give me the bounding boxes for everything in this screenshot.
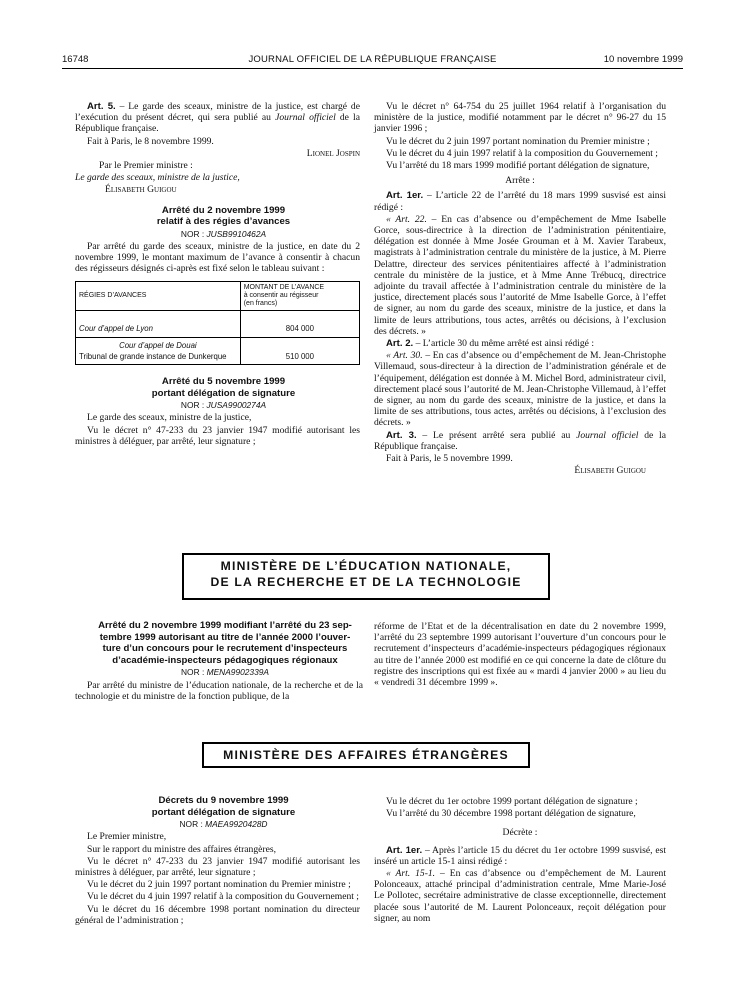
decret-paragraph: Vu le décret du 16 décembre 1998 portant nomination du directeur général de l’administration ; — [75, 903, 360, 926]
decrete-keyword: Décrète : — [502, 827, 538, 839]
decret-paragraph: Vu le décret du 2 juin 1997 portant nomination du Premier ministre ; — [87, 879, 351, 891]
section2-left-column — [75, 621, 363, 703]
table-row — [76, 310, 360, 337]
arrete-body: Par arrêté du garde des sceaux, ministre de la justice, en date du 2 novembre 1999, le montant maximum de l’avance à consentir à chacun des régisseurs désignés ci-après est fixé selon le tableau suivant : — [75, 241, 360, 275]
header-rule — [62, 68, 683, 69]
table-row — [76, 337, 360, 364]
journal-title: JOURNAL OFFICIEL DE LA RÉPUBLIQUE FRANÇAISE — [248, 54, 497, 65]
section3-right-column — [374, 796, 666, 925]
table-header-row — [76, 281, 360, 310]
arrete-paragraph: Le garde des sceaux, ministre de la justice, — [87, 412, 252, 424]
signature: Élisabeth Guigou — [105, 184, 177, 196]
decret-paragraph: Le Premier ministre, — [87, 831, 167, 843]
table-cell: 804 000 — [240, 310, 359, 337]
table-cell: Cour d’appel de Douai Tribunal de grande instance de Dunkerque — [76, 337, 241, 364]
nor-reference: NOR : JUSA9900274A — [180, 400, 267, 411]
decret-subtitle: portant délégation de signature — [151, 806, 296, 818]
decret-paragraph: Vu le décret n° 47-233 du 23 janvier 1947 modifié autorisant les ministres à déléguer, par arrêté, leur signature ; — [75, 855, 360, 878]
nor-reference: NOR : MAEA9920428D — [179, 819, 268, 830]
fait-a-paris: Fait à Paris, le 8 novembre 1999. — [87, 135, 214, 147]
column-header: MONTANT DE L’AVANCE à consentir au régisseur (en francs) — [240, 281, 359, 310]
visa-paragraph: Vu l’arrêté du 18 mars 1999 modifié portant délégation de signature, — [386, 160, 650, 172]
article-5: Art. 5. – Le garde des sceaux, ministre de la justice, est chargé de l’exécution du présent décret, qui sera publié au Journal officiel de la République française. — [75, 101, 360, 135]
issue-date: 10 novembre 1999 — [603, 54, 683, 65]
nor-reference: NOR : MENA9902339A — [181, 667, 269, 678]
arrete-title: d’académie-inspecteurs pédagogiques régionaux — [112, 654, 338, 666]
visa-paragraph: Vu le décret du 1er octobre 1999 portant délégation de signature ; — [386, 796, 638, 807]
arrete-subtitle: relatif à des régies d’avances — [156, 216, 291, 228]
nor-reference: NOR : JUSB9910462A — [180, 228, 267, 239]
arrete-title: ture d’un concours pour le recrutement d’inspecteurs — [102, 643, 348, 655]
signature: Lionel Jospin — [306, 147, 360, 159]
visa-paragraph: Vu le décret n° 64-754 du 25 juillet 1964 relatif à l’organisation du ministère de la justice, modifié notamment par le décret n° 96-27 du 15 janvier 1996 ; — [374, 101, 666, 135]
decret-paragraph: Vu le décret du 4 juin 1997 relatif à la composition du Gouvernement ; — [87, 891, 359, 903]
table-cell: 510 000 — [240, 337, 359, 364]
article-1: Art. 1er. – L’article 22 de l’arrêté du 18 mars 1999 susvisé est ainsi rédigé : — [374, 190, 666, 213]
section2-right-column — [374, 621, 666, 689]
article-30-text: « Art. 30. – En cas d’absence ou d’empêchement de M. Jean-Christophe Villemaud, sous-directeur à la direction de l’administration générale et de l’équipement, délégation est donnée à M. Michel Bord, administrateur civil, directement placé sous l’autorité de M. Jean-Christophe Villemaud, à l’effet de signer, au nom du garde des sceaux, ministre de la justice, et dans la limite de ses attributions, tous actes, arrêtés ou décisions, à l’exclusion des décrets. » — [374, 350, 666, 429]
fait-a-paris: Fait à Paris, le 5 novembre 1999. — [386, 453, 513, 465]
arrete-keyword: Arrête : — [505, 175, 535, 187]
arrete-title: Arrêté du 2 novembre 1999 modifiant l’arrêté du 23 sep- — [98, 620, 352, 631]
article-22-text: « Art. 22. – En cas d’absence ou d’empêchement de Mme Isabelle Gorce, sous-directrice à la direction de l’administration pénitentiaire, délégation est donnée à Mme Josée Grouman et à M. Xavier Tarabeux, magistrats à l’administration centrale du ministère de la justice, à M. Pierre Delattre, directeur des services pénitentiaires affecté à l’administration centrale du ministère de la justice, et à Mme Anne Trébucq, directrice adjointe du travail affectée à l’administration centrale du ministère de la justice, directement placés sous l’autorité de Mme Isabelle Gorce, à l’effet de signer, au nom du garde des sceaux, ministre de la justice, et dans la limite de leurs attributions, tous actes, arrêtés ou décisions, à l’exclusion des décrets. » — [374, 213, 666, 337]
arrete-body: Par arrêté du ministre de l’éducation nationale, de la recherche et de la technologie et du ministre de la fonction publique, de la — [75, 679, 363, 702]
article-15-1-text: « Art. 15-1. – En cas d’absence ou d’empêchement de M. Laurent Polonceaux, attaché principal d’administration centrale, Mme Marie-José Le Pollotec, secrétaire administrative de classe exceptionnelle, directement placée sous l’autorité de M. Laurent Polonceaux, reçoit délégation pour signer, au nom — [374, 868, 666, 924]
arrete-title: tembre 1999 autorisant au titre de l’année 2000 l’ouver- — [99, 631, 351, 643]
article-label: Art. 5. — [87, 101, 116, 112]
article-2: Art. 2. – L’article 30 du même arrêté est ainsi rédigé : — [386, 338, 594, 350]
section1-right-column — [374, 101, 666, 478]
decret-paragraph: Sur le rapport du ministre des affaires étrangères, — [87, 843, 276, 855]
arrete-paragraph: Vu le décret n° 47-233 du 23 janvier 1947 modifié autorisant les ministres à déléguer, par arrêté, leur signature ; — [75, 424, 360, 447]
ministry-banner: MINISTÈRE DES AFFAIRES ÉTRANGÈRES — [202, 742, 530, 768]
arrete-subtitle: portant délégation de signature — [151, 387, 296, 399]
signature: Élisabeth Guigou — [574, 465, 646, 477]
table-cell: Cour d’appel de Lyon — [76, 310, 241, 337]
garde-des-sceaux-line: Le garde des sceaux, ministre de la justice, — [75, 172, 240, 184]
page-number: 16748 — [62, 54, 89, 65]
ministry-banner: MINISTÈRE DE L’ÉDUCATION NATIONALE, DE LA RECHERCHE ET DE LA TECHNOLOGIE — [182, 553, 550, 600]
section3-left-column — [75, 796, 360, 927]
article-1: Art. 1er. – Après l’article 15 du décret du 1er octobre 1999 susvisé, est inséré un article 15-1 ainsi rédigé : — [374, 844, 666, 867]
running-header — [62, 54, 683, 68]
arrete-title: Arrêté du 2 novembre 1999 — [161, 204, 286, 216]
arrete-title: Arrêté du 5 novembre 1999 — [161, 376, 286, 388]
article-3: Art. 3. – Le présent arrêté sera publié au Journal officiel de la République française. — [374, 429, 666, 452]
visa-paragraph: Vu le décret du 2 juin 1997 portant nomination du Premier ministre ; — [386, 135, 650, 147]
regies-table — [75, 281, 360, 365]
arrete-body-continued: réforme de l’Etat et de la décentralisation en date du 2 novembre 1999, l’arrêté du 23 septembre 1999 autorisant l’ouverture d’un concours pour le recrutement d’inspecteurs d’académie-inspecteurs pédagogiques régionaux au titre de l’année 2000 est modifié en ce qui concerne la date de clôture du registre des inscriptions qui est fixée au « mardi 4 janvier 2000 » au lieu du « vendredi 31 décembre 1999 ». — [374, 621, 666, 689]
decret-title: Décrets du 9 novembre 1999 — [158, 795, 289, 806]
column-header: RÉGIES D’AVANCES — [76, 281, 241, 310]
visa-paragraph: Vu le décret du 4 juin 1997 relatif à la composition du Gouvernement ; — [386, 147, 658, 159]
par-le-premier-ministre: Par le Premier ministre : — [99, 160, 193, 172]
visa-paragraph: Vu l’arrêté du 30 décembre 1998 portant délégation de signature, — [386, 808, 636, 820]
section1-left-column — [75, 101, 360, 448]
